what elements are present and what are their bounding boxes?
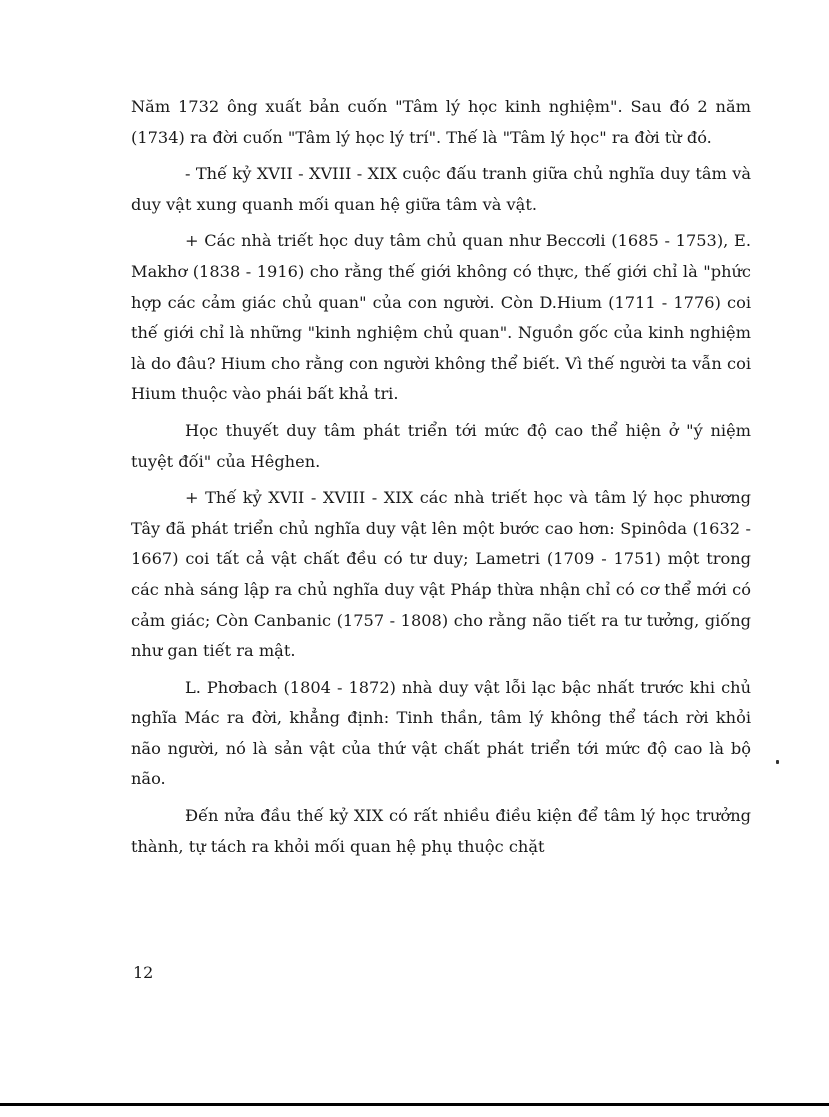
- body-text: [131, 92, 751, 868]
- paragraph-7: Đến nửa đầu thế kỷ XIX có rất nhiều điều kiện để tâm lý học trưởng thành, tự tách ra khỏi mối quan hệ phụ thuộc chặt: [131, 806, 751, 856]
- paragraph-1: Năm 1732 ông xuất bản cuốn "Tâm lý học kinh nghiệm". Sau đó 2 năm (1734) ra đời cuốn "Tâm lý học lý trí". Thế là "Tâm lý học" ra đời từ đó.: [131, 97, 751, 147]
- paragraph-2: - Thế kỷ XVII - XVIII - XIX cuộc đấu tranh giữa chủ nghĩa duy tâm và duy vật xung quanh mối quan hệ giữa tâm và vật.: [131, 164, 751, 214]
- paragraph-5: + Thế kỷ XVII - XVIII - XIX các nhà triết học và tâm lý học phương Tây đã phát triển chủ nghĩa duy vật lên một bước cao hơn: Spinôda (1632 - 1667) coi tất cả vật chất đều có tư duy; Lametri (1709 - 1751) một trong các nhà sáng lập ra chủ nghĩa duy vật Pháp thừa nhận chỉ có cơ thể mới có cảm giác; Còn Canbanic (1757 - 1808) cho rằng não tiết ra tư tưởng, giống như gan tiết ra mật.: [131, 488, 751, 661]
- scan-speck: [776, 760, 779, 764]
- paragraph-4: Học thuyết duy tâm phát triển tới mức độ cao thể hiện ở "ý niệm tuyệt đối" của Hêghen.: [131, 420, 751, 471]
- page-number: 12: [133, 963, 154, 982]
- paragraph-6: L. Phơbach (1804 - 1872) nhà duy vật lỗi lạc bậc nhất trước khi chủ nghĩa Mác ra đời, khẳng định: Tinh thần, tâm lý không thể tách rời khỏi não người, nó là sản vật của thứ vật chất phát triển tới mức độ cao là bộ não.: [131, 677, 751, 789]
- paragraph-3: + Các nhà triết học duy tâm chủ quan như Beccơli (1685 - 1753), E. Makhơ (1838 - 1916) cho rằng thế giới không có thực, thế giới chỉ là "phức hợp các cảm giác chủ quan" của con người. Còn D.Hium (1711 - 1776) coi thế giới chỉ là những "kinh nghiệm chủ quan". Nguồn gốc của kinh nghiệm là do đâu? Hium cho rằng con người không thể biết. Vì thế người ta vẫn coi Hium thuộc vào phái bất khả tri.: [131, 231, 751, 404]
- bottom-border: [0, 1103, 829, 1106]
